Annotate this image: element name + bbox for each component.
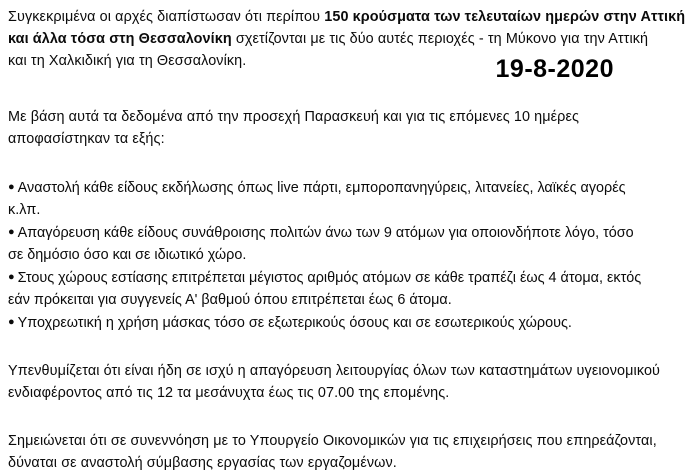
intro-line-1-bold: 150 κρούσματα των τελευταίων ημερών στην Αττική [324, 9, 686, 25]
intro-line-2-bold: και άλλα τόσα στη Θεσσαλονίκη [8, 31, 232, 47]
intro-line-2 [8, 28, 690, 50]
closing-line-2: ενδιαφέροντος από τις 12 τα μεσάνυχτα έως τις 07.00 της επομένης. [8, 385, 450, 401]
list-item-continuation [8, 199, 690, 221]
spacer-3 [8, 150, 690, 164]
spacer-2 [8, 92, 690, 106]
measures-intro-line-2: αποφασίστηκαν τα εξής: [8, 131, 165, 147]
measures-intro-line-1: Με βάση αυτά τα δεδομένα από την προσεχή Παρασκευή και για τις επόμενες 10 ημέρες [8, 109, 580, 125]
spacer-5 [8, 334, 690, 348]
note-paragraph [8, 430, 690, 474]
list-item-line-2: εάν πρόκειται για συγγενείς Α' βαθμού όπου επιτρέπεται έως 6 άτομα. [8, 292, 452, 308]
list-item [8, 176, 690, 199]
list-item-line-1: Απαγόρευση κάθε είδους συνάθροισης πολιτών άνω των 9 ατόμων για οποιονδήποτε λόγο, τόσο [17, 225, 634, 241]
list-item-line-2: σε δημόσιο όσο και σε ιδιωτικό χώρο. [8, 247, 247, 263]
list-item-line-1: Υποχρεωτική η χρήση μάσκας τόσο σε εξωτερικούς όσους και σε εσωτερικούς χώρους. [17, 315, 572, 331]
bullet-icon: ● [8, 316, 15, 328]
spacer-4 [8, 164, 690, 176]
list-item [8, 221, 690, 244]
list-item-continuation [8, 244, 690, 266]
list-item-continuation [8, 289, 690, 311]
measures-bullet-list [8, 176, 690, 334]
list-item-line-2: κ.λπ. [8, 202, 41, 218]
list-item-line-1: Στους χώρους εστίασης επιτρέπεται μέγιστος αριθμός ατόμων σε κάθε τραπέζι έως 4 άτομα, εκτός [17, 270, 642, 286]
bullet-icon: ● [8, 181, 15, 193]
note-line-2: δύναται σε αναστολή σύμβασης εργασίας των εργαζομένων. [8, 455, 397, 471]
intro-line-1 [8, 6, 690, 28]
closing-line-1: Υπενθυμίζεται ότι είναι ήδη σε ισχύ η απαγόρευση λειτουργίας όλων των καταστημάτων υγειονομικού [8, 363, 661, 379]
closing-paragraph [8, 360, 690, 404]
intro-line-1-text: Συγκεκριμένα οι αρχές διαπίστωσαν ότι περίπου [8, 9, 325, 25]
list-item [8, 266, 690, 289]
measures-intro-paragraph [8, 106, 690, 150]
spacer-7 [8, 404, 690, 418]
spacer-6 [8, 348, 690, 360]
note-line-1: Σημειώνεται ότι σε συνεννόηση με το Υπουργείο Οικονομικών για τις επιχειρήσεις που επηρεάζονται, [8, 433, 657, 449]
intro-line-2-text: σχετίζονται με τις δύο αυτές περιοχές - τη Μύκονο για την Αττική [231, 31, 649, 47]
list-item-line-1: Αναστολή κάθε είδους εκδήλωσης όπως live πάρτι, εμποροπανηγύρεις, λιτανείες, λαϊκές αγορές [17, 180, 626, 196]
date-stamp: 19-8-2020 [495, 55, 614, 83]
intro-line-3: και τη Χαλκιδική για τη Θεσσαλονίκη. [8, 53, 247, 69]
list-item [8, 311, 690, 334]
spacer-8 [8, 418, 690, 430]
bullet-icon: ● [8, 226, 15, 238]
bullet-icon: ● [8, 271, 15, 283]
